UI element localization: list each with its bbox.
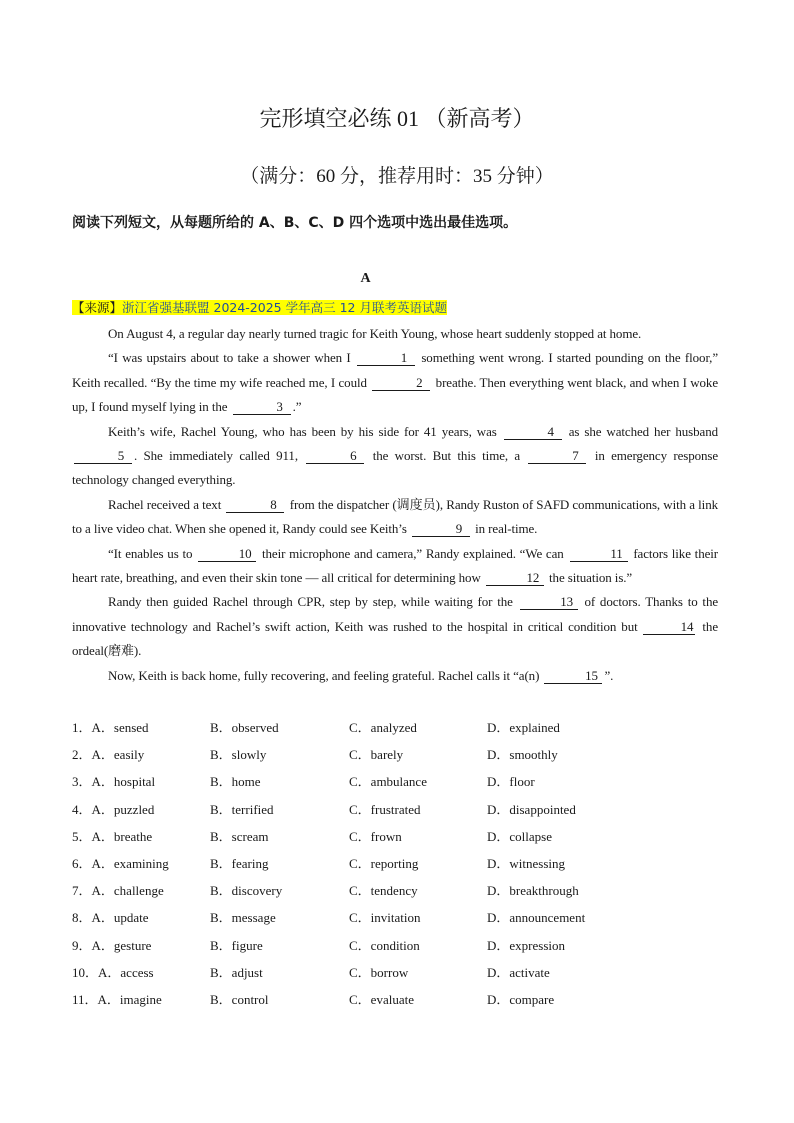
option-a <box>72 881 164 901</box>
question-row-4 <box>72 800 732 827</box>
option-a-text: A．gesture <box>91 937 152 953</box>
option-a <box>72 827 152 847</box>
option-b: B．message <box>210 910 276 926</box>
blank-4: 4 <box>504 424 562 440</box>
question-number: 8． <box>72 910 92 926</box>
option-a-text: A．breathe <box>91 828 153 844</box>
passage-text: the situation is.” <box>549 570 633 586</box>
option-c: C．frustrated <box>349 801 421 817</box>
passage-text: from the dispatcher (调度员), Randy Ruston of SAFD communications, with a link to a live video chat. When she opened it, Randy could see Keith’s <box>72 496 718 537</box>
question-options <box>72 718 732 1017</box>
option-a <box>72 990 162 1010</box>
option-a <box>72 718 149 738</box>
blank-11: 11 <box>570 546 628 562</box>
option-a <box>72 854 169 874</box>
option-c: C．condition <box>349 937 420 953</box>
option-c: C．evaluate <box>349 991 414 1007</box>
blank-1: 1 <box>357 350 415 366</box>
question-row-10 <box>72 963 732 990</box>
passage-text: “I was upstairs about to take a shower when I <box>108 350 351 366</box>
question-row-8 <box>72 908 732 935</box>
question-number: 10． <box>72 964 99 980</box>
instruction-text: 阅读下列短文，从每题所给的 A、B、C、D 四个选项中选出最佳选项。 <box>72 215 518 231</box>
blank-15: 15 <box>544 668 602 684</box>
option-c: C．borrow <box>349 964 409 980</box>
passage-text: “It enables us to <box>108 545 193 561</box>
option-a-text: A．hospital <box>91 774 156 790</box>
option-c: C．barely <box>349 747 404 763</box>
blank-2: 2 <box>372 375 430 391</box>
option-a-text: A．imagine <box>97 991 162 1007</box>
question-row-5 <box>72 827 732 854</box>
passage-text: their microphone and camera,” Randy explained. “We can <box>262 545 564 561</box>
passage-text: ”. <box>604 667 614 683</box>
question-number: 9． <box>72 937 92 953</box>
passage-text: Now, Keith is back home, fully recovering, and feeling grateful. Rachel calls it “a(n) <box>108 667 540 683</box>
option-a-text: A．challenge <box>91 883 164 899</box>
paragraph-1 <box>72 322 718 346</box>
option-a <box>72 800 154 820</box>
question-row-9 <box>72 936 732 963</box>
page-subtitle: （满分：60 分，推荐用时：35 分钟） <box>240 166 554 187</box>
passage-text: .” <box>292 399 302 415</box>
passage-text: as she watched her husband <box>568 423 718 439</box>
blank-6: 6 <box>306 448 364 464</box>
option-b: B．scream <box>210 828 269 844</box>
passage-text: factors like their heart rate, breathing, and even their skin tone — all critical for determining how <box>72 545 719 586</box>
blank-13: 13 <box>520 594 578 610</box>
option-b: B．fearing <box>210 855 269 871</box>
question-number: 3． <box>72 774 92 790</box>
question-number: 11． <box>72 991 98 1007</box>
paragraph-6 <box>72 590 718 663</box>
option-d: D．smoothly <box>487 747 558 763</box>
question-number: 5． <box>72 828 92 844</box>
blank-12: 12 <box>486 570 544 586</box>
passage-text: breathe. Then everything went black, and when I woke up, I found myself lying in the <box>72 374 718 415</box>
option-c: C．analyzed <box>349 720 417 735</box>
paragraph-2 <box>72 346 718 419</box>
option-a-text: A．examining <box>91 855 169 871</box>
question-row-7 <box>72 881 732 908</box>
paragraph-5 <box>72 542 718 591</box>
option-c: C．reporting <box>349 855 419 871</box>
passage-text: Rachel received a text <box>108 496 222 512</box>
option-b: B．observed <box>210 720 279 735</box>
question-number: 6． <box>72 855 92 871</box>
paragraph-3 <box>72 420 718 493</box>
option-c: C．ambulance <box>349 774 427 790</box>
option-c: C．frown <box>349 828 402 844</box>
source-text: 浙江省强基联盟 2024-2025 学年高三 12 月联考英语试题 <box>122 300 447 315</box>
blank-8: 8 <box>226 497 284 513</box>
passage-text: in emergency response technology changed everything. <box>72 448 719 488</box>
passage-text: the worst. But this time, a <box>372 448 521 464</box>
option-d: D．activate <box>487 964 550 980</box>
option-a-text: A．update <box>91 910 149 926</box>
passage-text: of doctors. Thanks to the innovative technology and Rachel’s swift action, Keith was rushed to the hospital in critical condition but <box>72 594 719 634</box>
question-number: 4． <box>72 801 92 817</box>
blank-5: 5 <box>74 448 132 464</box>
blank-3: 3 <box>233 399 291 415</box>
option-a <box>72 772 155 792</box>
source-bracket: 【来源】 <box>72 300 123 315</box>
option-d: D．announcement <box>487 910 586 926</box>
option-a <box>72 908 149 928</box>
option-b: B．terrified <box>210 801 274 817</box>
option-c: C．invitation <box>349 910 421 926</box>
option-b: B．adjust <box>210 964 263 980</box>
option-d: D．witnessing <box>487 855 566 871</box>
blank-9: 9 <box>412 521 470 537</box>
paragraph-7 <box>72 664 718 688</box>
option-d: D．disappointed <box>487 801 576 817</box>
option-d: D．floor <box>487 774 535 790</box>
passage-text: . She immediately called 911, <box>134 448 298 464</box>
option-a-text: A．sensed <box>91 720 149 735</box>
passage-text: the ordeal(磨难). <box>72 618 719 659</box>
option-a <box>72 936 151 956</box>
option-d: D．collapse <box>487 828 552 844</box>
question-number: 2． <box>72 747 92 763</box>
option-d: D．expression <box>487 937 565 953</box>
option-b: B．home <box>210 774 261 790</box>
paragraph-4 <box>72 493 718 542</box>
option-a <box>72 963 154 983</box>
blank-14: 14 <box>643 619 696 635</box>
option-c: C．tendency <box>349 883 418 899</box>
question-number: 7． <box>72 883 92 899</box>
option-a-text: A．puzzled <box>91 801 155 817</box>
option-d: D．explained <box>487 720 560 735</box>
blank-7: 7 <box>528 448 586 464</box>
question-row-1 <box>72 718 732 745</box>
option-a-text: A．easily <box>91 747 145 763</box>
passage-text: Randy then guided Rachel through CPR, step by step, while waiting for the <box>108 594 513 610</box>
option-d: D．compare <box>487 991 555 1007</box>
option-d: D．breakthrough <box>487 883 579 899</box>
passage <box>72 322 718 688</box>
question-row-3 <box>72 772 732 799</box>
option-b: B．control <box>210 991 269 1007</box>
passage-text: in real-time. <box>475 521 538 537</box>
passage-text: Keith’s wife, Rachel Young, who has been by his side for 41 years, was <box>108 423 497 439</box>
option-b: B．slowly <box>210 747 267 763</box>
source-line <box>72 298 447 318</box>
question-row-6 <box>72 854 732 881</box>
page-title: 完形填空必练 01 （新高考） <box>259 106 535 131</box>
question-number: 1． <box>72 720 92 735</box>
option-b: B．discovery <box>210 883 283 899</box>
section-heading: A <box>360 271 371 286</box>
question-row-11 <box>72 990 732 1017</box>
option-b: B．figure <box>210 937 263 953</box>
passage-text: something went wrong. I started pounding on the floor,” Keith recalled. “By the time my wife reached me, I could <box>72 350 718 390</box>
option-a-text: A．access <box>98 964 154 980</box>
blank-10: 10 <box>198 546 256 562</box>
question-row-2 <box>72 745 732 772</box>
passage-text: On August 4, a regular day nearly turned tragic for Keith Young, whose heart suddenly stopped at home. <box>108 326 642 341</box>
option-a <box>72 745 144 765</box>
